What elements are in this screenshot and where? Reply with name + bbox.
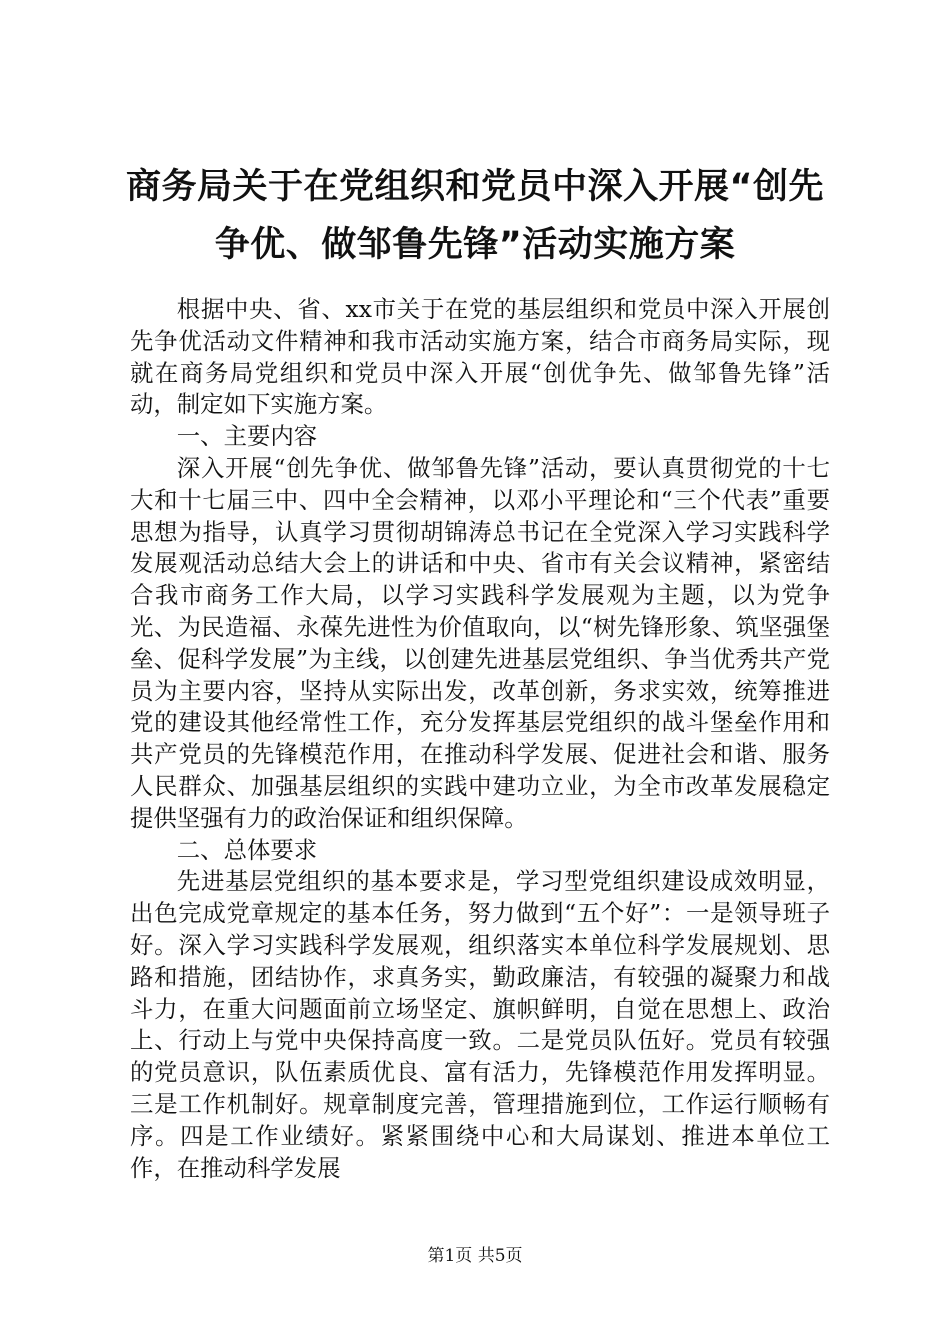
section-heading-main-content: 一、主要内容 [176,422,318,451]
page-number-footer: 第1页 共5页 [427,1246,523,1266]
section-heading-overall-requirements: 二、总体要求 [176,835,318,864]
title-line-1: 商务局关于在党组织和党员中深入开展“创先 [125,167,824,207]
document-title [120,158,830,274]
document-body [130,294,830,1184]
overall-requirements-paragraph: 先进基层党组织的基本要求是，学习型党组织建设成效明显，出色完成党章规定的基本任务，努力做到“五个好”：一是领导班子好。深入学习实践科学发展观，组织落实本单位科学发展规划、思路和措施，团结协作，求真务实，勤政廉洁，有较强的凝聚力和战斗力，在重大问题面前立场坚定、旗帜鲜明，自觉在思想上、政治上、行动上与党中央保持高度一致。二是党员队伍好。党员有较强的党员意识，队伍素质优良、富有活力，先锋模范作用发挥明显。三是工作机制好。规章制度完善，管理措施到位，工作运行顺畅有序。四是工作业绩好。紧紧围绕中心和大局谋划、推进本单位工作，在推动科学发展 [130,867,830,1182]
title-line-2: 争优、做邹鲁先锋”活动实施方案 [214,225,736,265]
main-content-paragraph: 深入开展“创先争优、做邹鲁先锋”活动，要认真贯彻党的十七大和十七届三中、四中全会精神，以邓小平理论和“三个代表”重要思想为指导，认真学习贯彻胡锦涛总书记在全党深入学习实践科学发展观活动总结大会上的讲话和中央、省市有关会议精神，紧密结合我市商务工作大局，以学习实践科学发展观为主题，以为党争光、为民造福、永葆先进性为价值取向，以“树先锋形象、筑坚强堡垒、促科学发展”为主线，以创建先进基层党组织、争当优秀共产党员为主要内容，坚持从实际出发，改革创新，务求实效，统筹推进党的建设其他经常性工作，充分发挥基层党组织的战斗堡垒作用和共产党员的先锋模范作用，在推动科学发展、促进社会和谐、服务人民群众、加强基层组织的实践中建功立业，为全市改革发展稳定提供坚强有力的政治保证和组织保障。 [130,453,830,832]
intro-paragraph: 根据中央、省、xx市关于在党的基层组织和党员中深入开展创先争优活动文件精神和我市活动实施方案，结合市商务局实际，现就在商务局党组织和党员中深入开展“创优争先、做邹鲁先锋”活动，制定如下实施方案。 [130,295,830,419]
